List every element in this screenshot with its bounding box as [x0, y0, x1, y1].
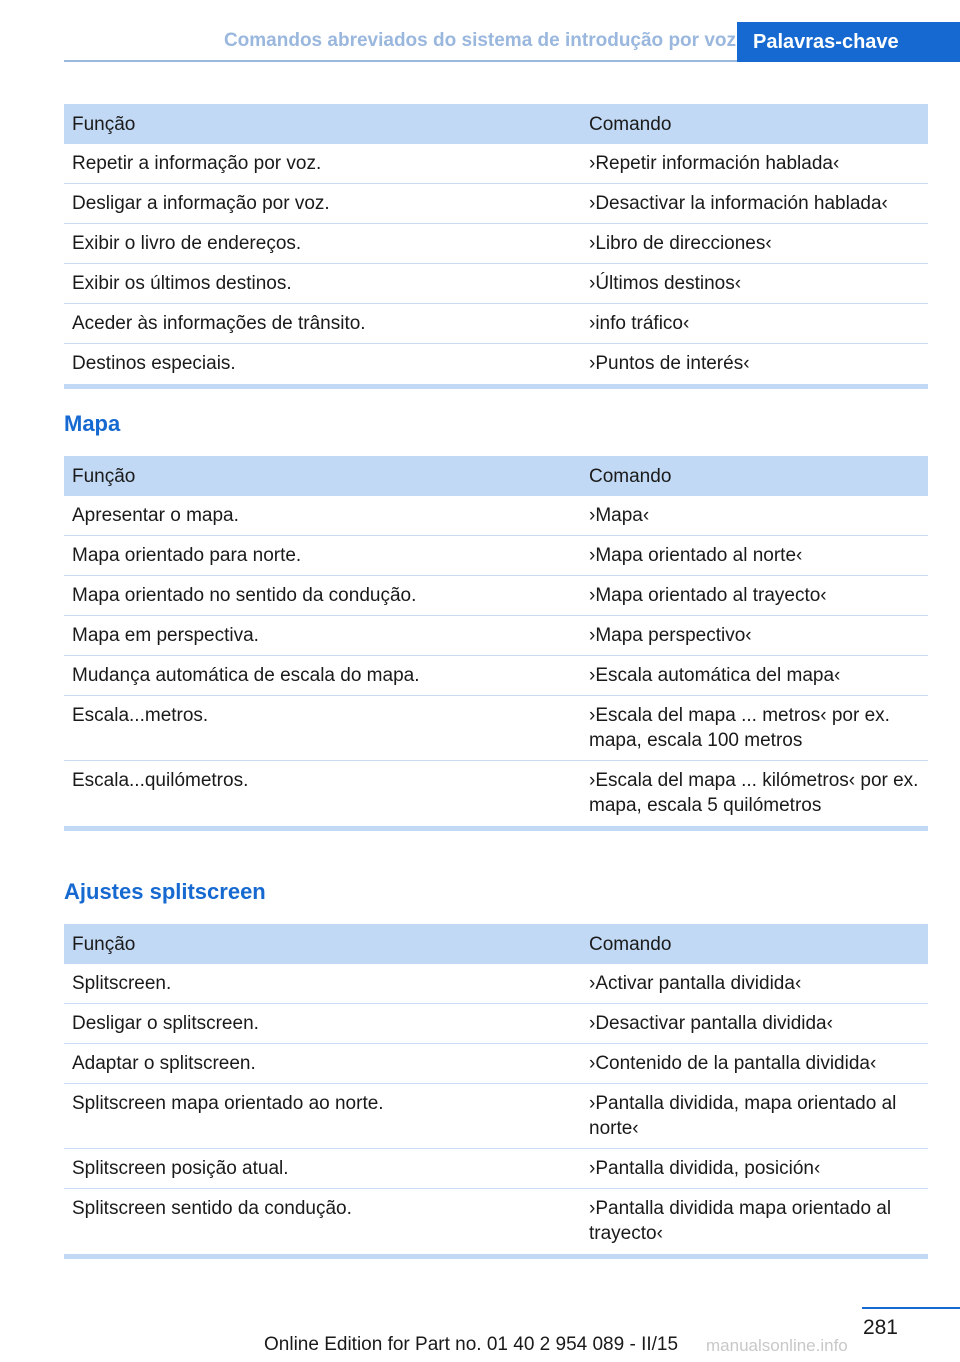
table-row [64, 1044, 928, 1084]
function-cell: Adaptar o splitscreen. [64, 1044, 581, 1084]
column-header-command: Comando [581, 104, 928, 144]
function-cell: Escala...quilómetros. [72, 770, 249, 791]
function-cell: Aceder às informações de trânsito. [64, 304, 581, 344]
function-cell: Splitscreen mapa orientado ao norte. [64, 1084, 581, 1149]
column-header-function: Função [64, 104, 581, 144]
command-cell: ›Pantalla dividida, mapa orientado al norte‹ [581, 1084, 928, 1149]
command-cell: ›Repetir información hablada‹ [581, 144, 928, 184]
page-number: 281 [862, 1316, 898, 1339]
table-row [64, 1004, 928, 1044]
command-cell: ›Activar pantalla dividida‹ [581, 964, 928, 1004]
function-cell: Exibir o livro de endereços. [64, 224, 581, 264]
command-cell: ›Escala del mapa ... kilómetros‹ por ex. mapa, escala 5 quilómetros [589, 770, 919, 816]
table-row [64, 496, 928, 536]
table-row [64, 656, 928, 696]
function-cell: Desligar o splitscreen. [64, 1004, 581, 1044]
table-end-rule [64, 826, 928, 831]
column-header-function: Função [64, 456, 581, 496]
table-row [64, 1149, 928, 1189]
table-splitscreen-block [64, 924, 928, 1259]
section-title-map: Mapa [64, 411, 121, 436]
command-cell: ›Desactivar la información hablada‹ [581, 184, 928, 224]
table-map-block [64, 456, 928, 831]
table-row [64, 536, 928, 576]
column-header-function: Função [64, 924, 581, 964]
table-row [64, 761, 928, 826]
table-row [64, 1189, 928, 1254]
function-cell: Escala...metros. [64, 696, 581, 761]
table-row [64, 344, 928, 384]
column-header-command: Comando [581, 924, 928, 964]
command-cell: ›Pantalla dividida mapa orientado al trayecto‹ [589, 1198, 892, 1244]
table-map [64, 456, 928, 825]
table-row [64, 1084, 928, 1149]
function-cell: Mudança automática de escala do mapa. [64, 656, 581, 696]
function-cell: Splitscreen posição atual. [64, 1149, 581, 1189]
table-splitscreen [64, 924, 928, 1253]
function-cell: Apresentar o mapa. [64, 496, 581, 536]
header-tab-keywords: Palavras-chave [737, 22, 960, 62]
command-cell: ›Últimos destinos‹ [581, 264, 928, 304]
command-cell: ›Escala del mapa ... metros‹ por ex. mapa, escala 100 metros [581, 696, 928, 761]
command-cell: ›Mapa‹ [581, 496, 928, 536]
table-voice-info [64, 104, 928, 383]
watermark: manualsonline.info [706, 1336, 848, 1355]
function-cell: Desligar a informação por voz. [64, 184, 581, 224]
command-cell: ›Escala automática del mapa‹ [581, 656, 928, 696]
table-header-row [64, 924, 928, 964]
table-row [64, 184, 928, 224]
command-cell: ›Mapa orientado al trayecto‹ [581, 576, 928, 616]
command-cell: ›Contenido de la pantalla dividida‹ [581, 1044, 928, 1084]
command-cell: ›Mapa perspectivo‹ [581, 616, 928, 656]
table-voice-info-block [64, 104, 928, 389]
function-cell: Repetir a informação por voz. [64, 144, 581, 184]
column-header-command: Comando [581, 456, 928, 496]
function-cell: Splitscreen. [64, 964, 581, 1004]
command-cell: ›Libro de direcciones‹ [581, 224, 928, 264]
function-cell: Destinos especiais. [72, 353, 236, 374]
table-end-rule [64, 1254, 928, 1259]
command-cell: ›Puntos de interés‹ [589, 353, 750, 374]
table-row [64, 304, 928, 344]
table-row [64, 576, 928, 616]
function-cell: Mapa em perspectiva. [64, 616, 581, 656]
page-header [0, 0, 960, 62]
header-section-title: Comandos abreviados do sistema de introdução por voz [223, 30, 736, 51]
function-cell: Splitscreen sentido da condução. [72, 1198, 352, 1219]
table-row [64, 616, 928, 656]
page-number-rule [862, 1307, 960, 1309]
command-cell: ›Pantalla dividida, posición‹ [581, 1149, 928, 1189]
table-row [64, 696, 928, 761]
table-row [64, 964, 928, 1004]
function-cell: Exibir os últimos destinos. [64, 264, 581, 304]
function-cell: Mapa orientado para norte. [64, 536, 581, 576]
table-row [64, 224, 928, 264]
table-header-row [64, 104, 928, 144]
table-row [64, 264, 928, 304]
function-cell: Mapa orientado no sentido da condução. [64, 576, 581, 616]
command-cell: ›Desactivar pantalla dividida‹ [581, 1004, 928, 1044]
table-header-row [64, 456, 928, 496]
command-cell: ›Mapa orientado al norte‹ [581, 536, 928, 576]
table-end-rule [64, 384, 928, 389]
edition-note: Online Edition for Part no. 01 40 2 954 089 - II/15 [264, 1334, 679, 1355]
section-title-splitscreen: Ajustes splitscreen [64, 879, 266, 904]
header-rule [64, 60, 737, 62]
table-row [64, 144, 928, 184]
command-cell: ›info tráfico‹ [581, 304, 928, 344]
